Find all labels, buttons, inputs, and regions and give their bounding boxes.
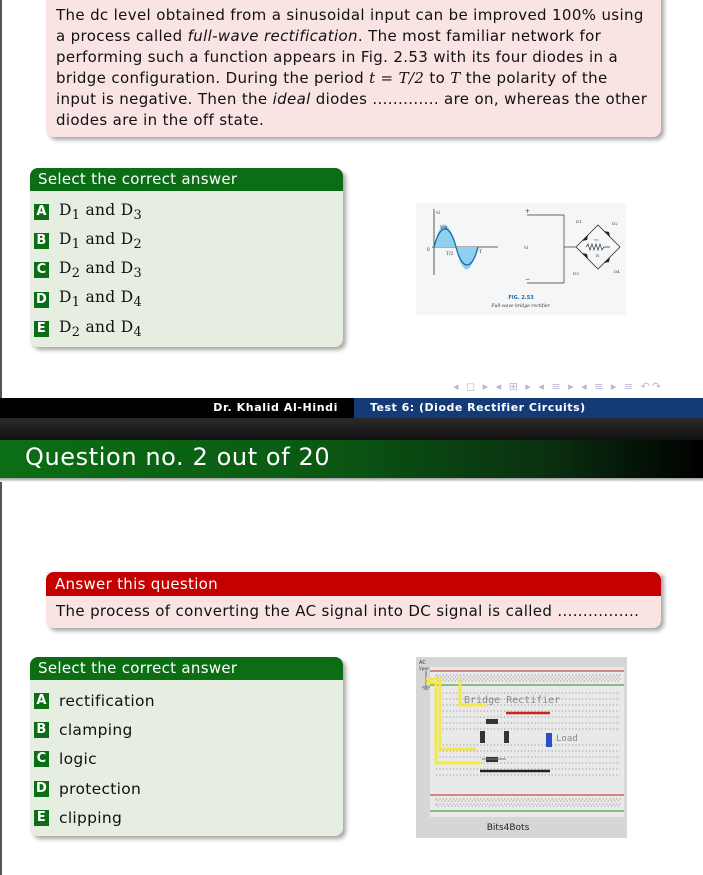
d1-label: D1 — [576, 219, 582, 224]
d2-label: D2 — [612, 221, 618, 226]
brand-label: Bits4Bots — [486, 823, 530, 833]
bridge-rectifier-figure — [416, 203, 626, 315]
question-block-2 — [46, 572, 661, 628]
breadboard-figure — [416, 657, 627, 838]
beamer-navigation-symbols[interactable]: ◂ ◻ ▸ ◂ ⊞ ▸ ◂ ≡ ▸ ◂ ≡ ▸ ≡ ↶↷ — [453, 380, 664, 393]
load-label: Load — [556, 734, 578, 744]
q2-option-c[interactable] — [34, 745, 337, 774]
source-plus: + — [525, 208, 531, 215]
diode-3 — [504, 731, 509, 743]
answer-header-1: Select the correct answer — [30, 168, 343, 191]
figure-number: FIG. 2.53 — [508, 295, 534, 301]
option-letter-badge: C — [34, 751, 49, 767]
option-label: logic — [59, 750, 97, 769]
option-letter-badge: E — [34, 321, 49, 337]
load-resistor — [546, 733, 552, 747]
d3-label: D3 — [573, 271, 579, 276]
question-block-1 — [46, 0, 661, 137]
option-label: $D_1$ and $D_4$ — [59, 288, 142, 311]
option-letter-badge: E — [34, 810, 49, 826]
q2-option-b[interactable] — [34, 715, 337, 744]
footer-title: Test 6: (Diode Rectifier Circuits) — [354, 398, 703, 418]
answer-block-1 — [30, 168, 343, 347]
q2-option-d[interactable] — [34, 774, 337, 803]
ac-label: AC — [419, 660, 426, 666]
option-label: $D_2$ and $D_3$ — [59, 259, 142, 282]
d4-label: D4 — [614, 269, 620, 274]
q2-option-a[interactable] — [34, 686, 337, 715]
option-letter-badge: C — [34, 262, 49, 278]
slide-separator — [0, 418, 703, 440]
frame-title-bar — [0, 440, 703, 478]
option-letter-badge: D — [35, 291, 48, 307]
option-letter-badge: A — [34, 204, 49, 220]
option-label: clamping — [59, 720, 133, 739]
q1-option-d[interactable] — [34, 285, 337, 314]
answer-block-2 — [30, 657, 343, 836]
diode-2 — [480, 731, 485, 743]
bridge-rectifier-label: Bridge Rectifier — [464, 695, 561, 706]
option-letter-badge: D — [35, 780, 48, 796]
option-label: $D_2$ and $D_4$ — [59, 317, 142, 340]
q2-option-e[interactable] — [34, 803, 337, 832]
option-label: rectification — [59, 691, 155, 710]
answer-options-1 — [30, 191, 343, 347]
source-minus: − — [525, 276, 531, 283]
option-label: protection — [59, 779, 142, 798]
source-vi-label: vi — [524, 246, 528, 251]
q1-option-e[interactable] — [34, 314, 337, 343]
question-text-2: The process of converting the AC signal into DC signal is called ................ — [56, 602, 640, 620]
footer-bar — [0, 398, 703, 418]
option-label: $D_1$ and $D_3$ — [59, 200, 142, 223]
frame-title-shadow — [0, 478, 703, 482]
option-label: $D_1$ and $D_2$ — [59, 229, 142, 252]
option-letter-badge: B — [34, 722, 49, 738]
option-letter-badge: B — [34, 233, 49, 249]
vpwr-label: Vpwr — [419, 666, 430, 671]
figure-caption: Full-wave bridge rectifier. — [491, 304, 551, 309]
t-label: T — [479, 250, 483, 255]
q1-option-a[interactable] — [34, 197, 337, 226]
vo-label: vo — [594, 237, 599, 242]
q1-option-c[interactable] — [34, 256, 337, 285]
question-header-2: Answer this question — [46, 572, 661, 596]
vm-label: Vm — [440, 226, 448, 231]
frame-title: Question no. 2 out of 20 — [25, 443, 331, 471]
vi-label: vi — [436, 211, 440, 216]
footer-author: Dr. Khalid Al-Hindi — [213, 401, 338, 414]
question-text-1: The dc level obtained from a sinusoidal input can be improved 100% using a process called full-wave rectification. The most familiar network for performing such a function appears in Fig. 2.53 with its four diodes in a bridge configuration. During the period t = T/2 to T the polarity of the input is negative. Then the ideal diodes ............. are on, whereas the other diodes are in the off state. — [56, 6, 648, 129]
t-half-label: T/2 — [446, 252, 454, 257]
option-label: clipping — [59, 808, 123, 827]
answer-options-2 — [30, 680, 343, 836]
answer-header-2: Select the correct answer — [30, 657, 343, 680]
r-label: R — [596, 253, 600, 258]
zero-label: 0 — [427, 248, 430, 253]
q1-option-b[interactable] — [34, 226, 337, 255]
option-letter-badge: A — [34, 693, 49, 709]
diode-1 — [486, 719, 498, 724]
